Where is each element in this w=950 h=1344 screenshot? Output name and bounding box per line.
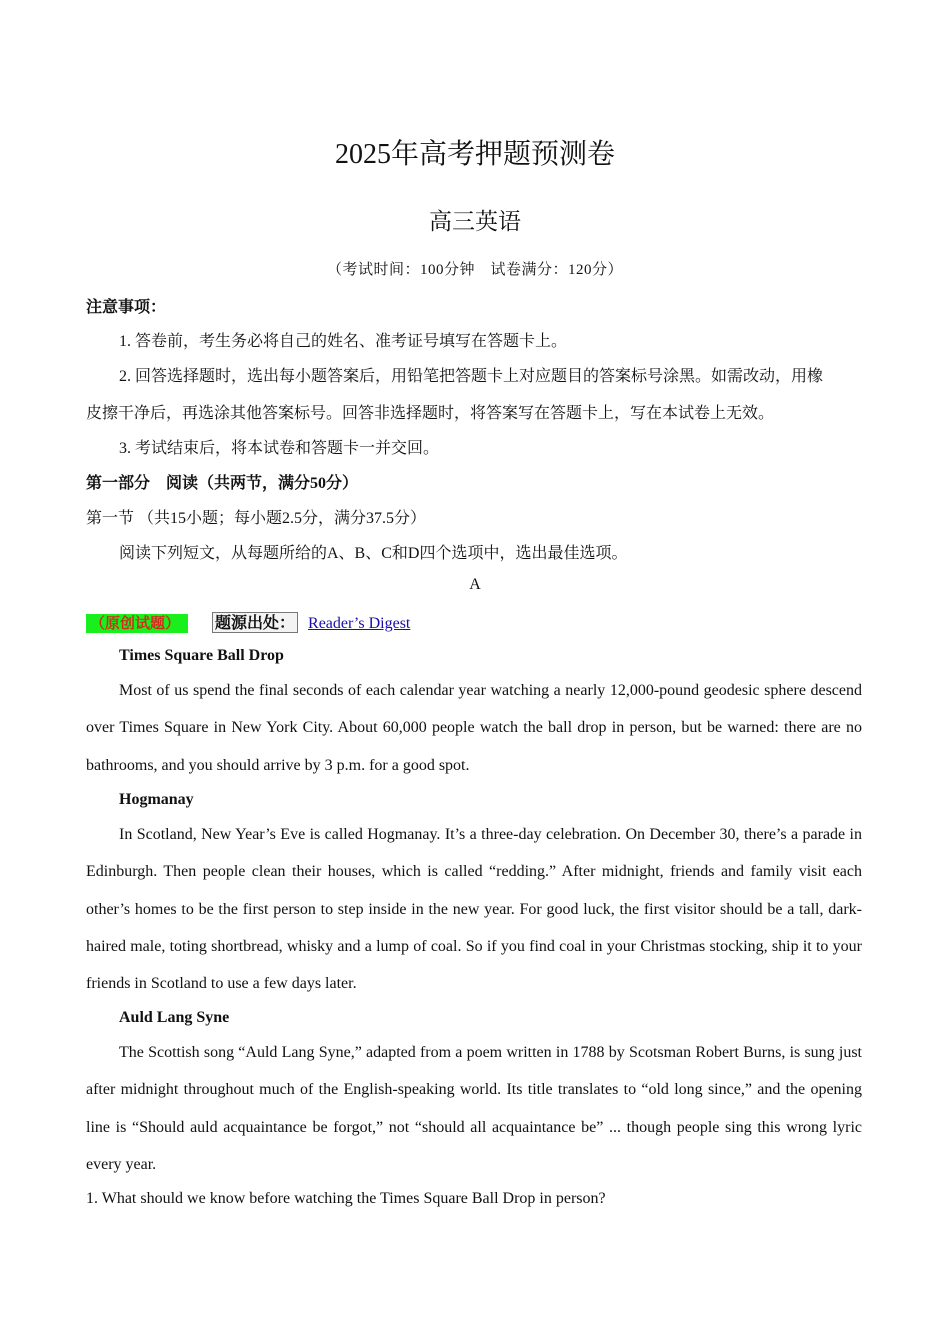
exam-meta: （考试时间：100分钟 试卷满分：120分） [326,262,623,278]
page-title: 2025年高考押题预测卷 [334,139,615,170]
notice-item-2-line-1: 2. 回答选择题时，选出每小题答案后，用铅笔把答题卡上对应题目的答案标号涂黑。如需改动，用橡 [119,368,824,385]
passage-label: A [469,576,481,593]
reading-instruction: 阅读下列短文，从每题所给的A、B、C和D四个选项中，选出最佳选项。 [119,545,628,562]
section-heading: 第一节 （共15小题；每小题2.5分，满分37.5分） [86,510,427,527]
source-row [86,610,410,633]
notice-item-2-line-2: 皮擦干净后，再选涂其他答案标号。回答非选择题时，将答案写在答题卡上，写在本试卷上无效。 [86,405,775,422]
passage-heading-hogmanay: Hogmanay [119,791,194,808]
notice-heading: 注意事项： [86,299,167,316]
part1-heading: 第一部分 阅读（共两节，满分50分） [86,475,359,492]
passage-paragraph-ball-drop: Most of us spend the final seconds of each calendar year watching a nearly 12,000-pound geodesic sphere descend over Times Square in New York City. About 60,000 people watch the ball drop in person, but be warned: there are no bathrooms, and you should arrive by 3 p.m. for a good spot. [86,682,862,774]
passage-paragraph-auld-lang-syne: The Scottish song “Auld Lang Syne,” adapted from a poem written in 1788 by Scotsman Robert Burns, is sung just after midnight throughout much of the English-speaking world. Its title translates to “old long since,” and the opening line is “Should auld acquaintance be forgot,” not “should all acquaintance be” ... though people sing this wrong lyric every year. [86,1044,862,1173]
original-question-tag: （原创试题） [86,614,188,633]
passage-heading-auld-lang-syne: Auld Lang Syne [119,1009,230,1026]
source-label: 题源出处： [212,612,298,633]
notice-item-3: 3. 考试结束后，将本试卷和答题卡一并交回。 [119,440,440,457]
notice-item-1: 1. 答卷前，考生务必将自己的姓名、准考证号填写在答题卡上。 [119,333,568,350]
question-1: 1. What should we know before watching the Times Square Ball Drop in person? [86,1190,606,1207]
passage-heading-ball-drop: Times Square Ball Drop [119,647,284,664]
page-subtitle: 高三英语 [429,209,521,234]
passage-paragraph-hogmanay: In Scotland, New Year’s Eve is called Hogmanay. It’s a three-day celebration. On December 30, there’s a parade in Edinburgh. Then people clean their houses, which is called “redding.” After midnight, friends and family visit each other’s homes to be the first person to step inside in the new year. For good luck, the first visitor should be a tall, dark-haired male, toting shortbread, whisky and a lump of coal. So if you find coal in your Christmas stocking, ship it to your friends in Scotland to use a few days later. [86,826,862,993]
source-link[interactable]: Reader’s Digest [308,615,411,632]
